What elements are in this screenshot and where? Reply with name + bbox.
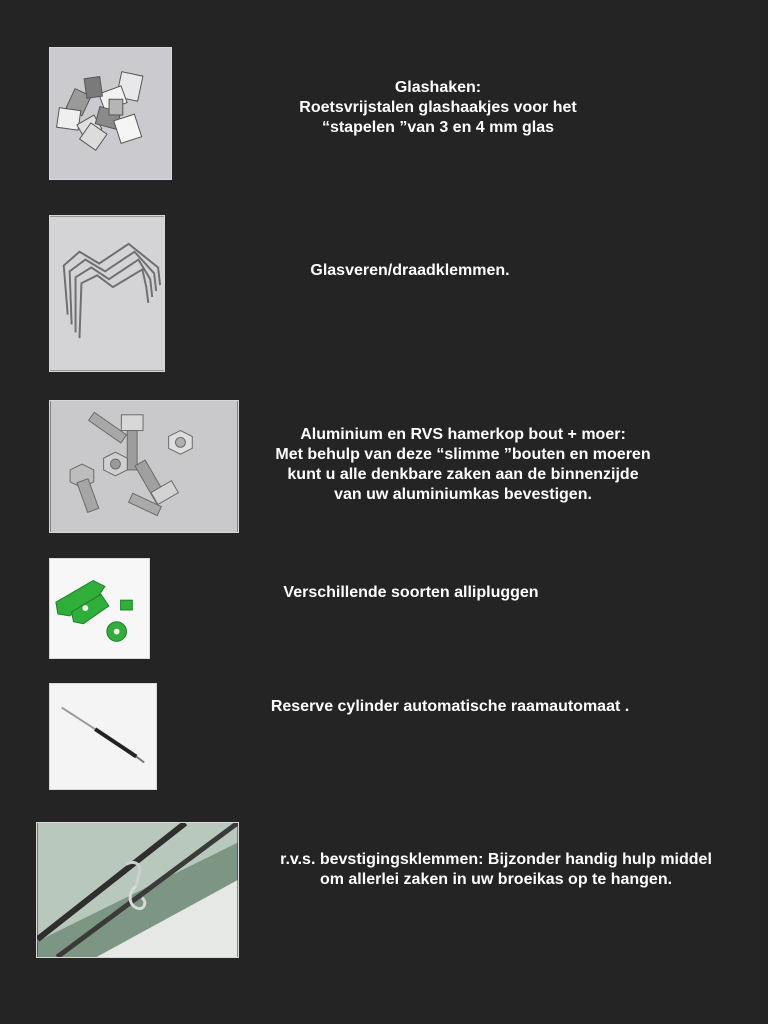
bolts-nuts-photo (49, 400, 239, 533)
caption-line: om allerlei zaken in uw broeikas op te hangen. (319, 871, 673, 888)
caption-line: Met behulp van deze “slimme ”bouten en moeren (275, 446, 651, 463)
glass-hooks-photo (49, 47, 172, 180)
glass-springs-photo (49, 215, 165, 372)
caption-line: kunt u alle denkbare zaken aan de binnenzijde (287, 466, 639, 483)
caption-line: “stapelen ”van 3 en 4 mm glas (321, 119, 555, 136)
caption-line: Aluminium en RVS hamerkop bout + moer: (300, 426, 626, 443)
caption-line: Roetsvrijstalen glashaakjes voor het (299, 99, 577, 116)
caption-line: van uw aluminiumkas bevestigen. (334, 486, 592, 503)
clamps-caption (240, 850, 752, 890)
caption-line: Verschillende soorten allipluggen (283, 584, 539, 601)
clamps-photo (36, 822, 239, 958)
cylinder-photo (49, 683, 157, 790)
plugs-caption (236, 583, 586, 603)
bolts-nuts-caption (248, 425, 678, 505)
caption-line: Reserve cylinder automatische raamautomaat . (270, 698, 630, 715)
caption-line: r.v.s. bevstigingsklemmen: Bijzonder handig hulp middel (280, 851, 712, 868)
caption-line: Glashaken: (394, 79, 482, 96)
glass-springs-caption (260, 261, 560, 281)
caption-line: Glasveren/draadklemmen. (310, 262, 510, 279)
glass-hooks-caption (248, 78, 628, 138)
plugs-photo (49, 558, 150, 659)
cylinder-caption (230, 697, 670, 717)
